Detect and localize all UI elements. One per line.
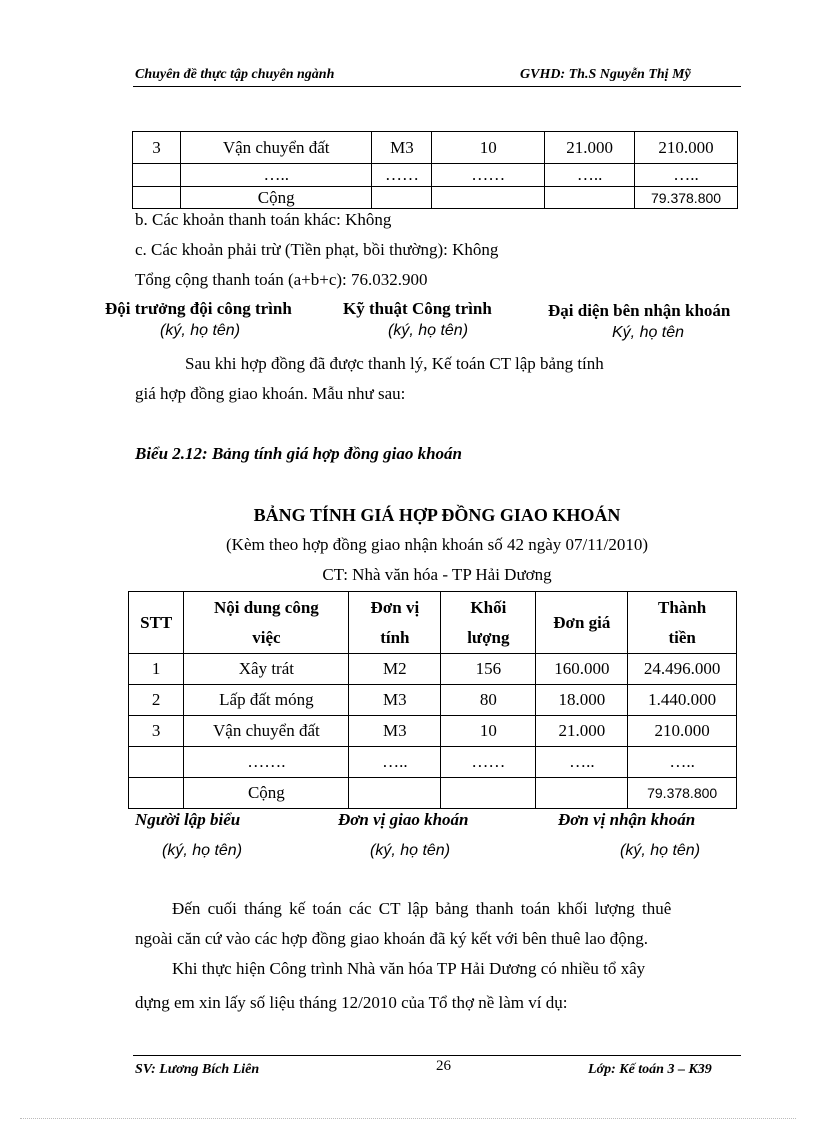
- signature-title-receiver: Đơn vị nhận khoán: [558, 810, 696, 829]
- figure-caption: Biểu 2.12: Bảng tính giá hợp đồng giao khoán: [135, 444, 463, 463]
- closing-p2-line1: Khi thực hiện Công trình Nhà văn hóa TP Hải Dương có nhiều tổ xây: [172, 959, 646, 978]
- page-number: 26: [436, 1058, 451, 1074]
- continuation-table: [132, 131, 738, 209]
- intro-line-1: Sau khi hợp đồng đã được thanh lý, Kế toán CT lập bảng tính: [185, 354, 604, 373]
- cell-content: …..: [180, 164, 372, 187]
- total-row: [133, 187, 738, 209]
- signature-note: Ký, họ tên: [612, 324, 685, 341]
- cell-amount: 210.000: [635, 132, 738, 164]
- total-label: Cộng: [184, 778, 349, 809]
- cell-qty: 10: [432, 132, 545, 164]
- header-row: [129, 592, 737, 654]
- table-row: ……. ….. …… ….. …..: [129, 747, 737, 778]
- contract-price-table: [128, 591, 737, 809]
- signature-note: (ký, họ tên): [162, 842, 243, 859]
- closing-p1-line2: ngoài căn cứ vào các hợp đồng giao khoán đã ký kết với bên thuê lao động.: [135, 929, 648, 948]
- col-qty: Khối lượng: [441, 592, 536, 654]
- total-label: Cộng: [180, 187, 372, 209]
- col-content: Nội dung công việc: [184, 592, 349, 654]
- cell-amount: …..: [635, 164, 738, 187]
- col-stt: STT: [129, 592, 184, 654]
- table-project: CT: Nhà văn hóa - TP Hải Dương: [322, 565, 552, 584]
- footer-rule: [133, 1055, 741, 1056]
- col-price: Đơn giá: [536, 592, 628, 654]
- payment-b: b. Các khoản thanh toán khác: Không: [135, 210, 392, 229]
- header-right: GVHD: Th.S Nguyễn Thị Mỹ: [520, 67, 691, 82]
- signature-title-team-leader: Đội trưởng đội công trình: [105, 299, 292, 318]
- signature-note: (ký, họ tên): [160, 322, 241, 339]
- intro-line-2: giá hợp đồng giao khoán. Mẫu như sau:: [135, 384, 406, 403]
- cell-qty: ……: [432, 164, 545, 187]
- cell-stt: 3: [133, 132, 181, 164]
- closing-p2-line2: dựng em xin lấy số liệu tháng 12/2010 của Tổ thợ nề làm ví dụ:: [135, 993, 568, 1012]
- signature-title-assigner: Đơn vị giao khoán: [338, 810, 469, 829]
- table-subtitle: (Kèm theo hợp đồng giao nhận khoán số 42 ngày 07/11/2010): [226, 535, 648, 554]
- signature-note: (ký, họ tên): [620, 842, 701, 859]
- table-row: [133, 132, 738, 164]
- col-unit: Đơn vị tính: [349, 592, 441, 654]
- cell-unit: ……: [372, 164, 432, 187]
- signature-title-technical: Kỹ thuật Công trình: [343, 299, 492, 318]
- cell-unit: M3: [372, 132, 432, 164]
- signature-title-preparer: Người lập biểu: [135, 810, 241, 829]
- header-rule: [133, 86, 741, 87]
- cell-price: 21.000: [545, 132, 635, 164]
- table-row: 1 Xây trát M2 156 160.000 24.496.000: [129, 654, 737, 685]
- payment-total: Tổng cộng thanh toán (a+b+c): 76.032.900: [135, 270, 428, 289]
- table-row: 3 Vận chuyển đất M3 10 21.000 210.000: [129, 716, 737, 747]
- table-row: [133, 164, 738, 187]
- cell-price: …..: [545, 164, 635, 187]
- header-left: Chuyên đề thực tập chuyên ngành: [135, 67, 335, 82]
- total-row: [129, 778, 737, 809]
- signature-note: (ký, họ tên): [370, 842, 451, 859]
- col-amount: Thành tiền: [628, 592, 737, 654]
- footer-class: Lớp: Kế toán 3 – K39: [588, 1062, 712, 1077]
- payment-c: c. Các khoản phải trừ (Tiền phạt, bồi thường): Không: [135, 240, 499, 259]
- total-value: 79.378.800: [628, 778, 737, 809]
- cell-stt: [133, 164, 181, 187]
- signature-note: (ký, họ tên): [388, 322, 469, 339]
- page-edge: [20, 1118, 796, 1119]
- total-value: 79.378.800: [635, 187, 738, 209]
- cell-content: Vận chuyển đất: [180, 132, 372, 164]
- footer-student: SV: Lương Bích Liên: [135, 1062, 260, 1077]
- table-title: BẢNG TÍNH GIÁ HỢP ĐỒNG GIAO KHOÁN: [253, 505, 621, 525]
- table-row: 2 Lấp đất móng M3 80 18.000 1.440.000: [129, 685, 737, 716]
- signature-title-contractor: Đại diện bên nhận khoán: [548, 301, 731, 320]
- closing-p1-line1: Đến cuối tháng kế toán các CT lập bảng thanh toán khối lượng thuê: [172, 899, 672, 918]
